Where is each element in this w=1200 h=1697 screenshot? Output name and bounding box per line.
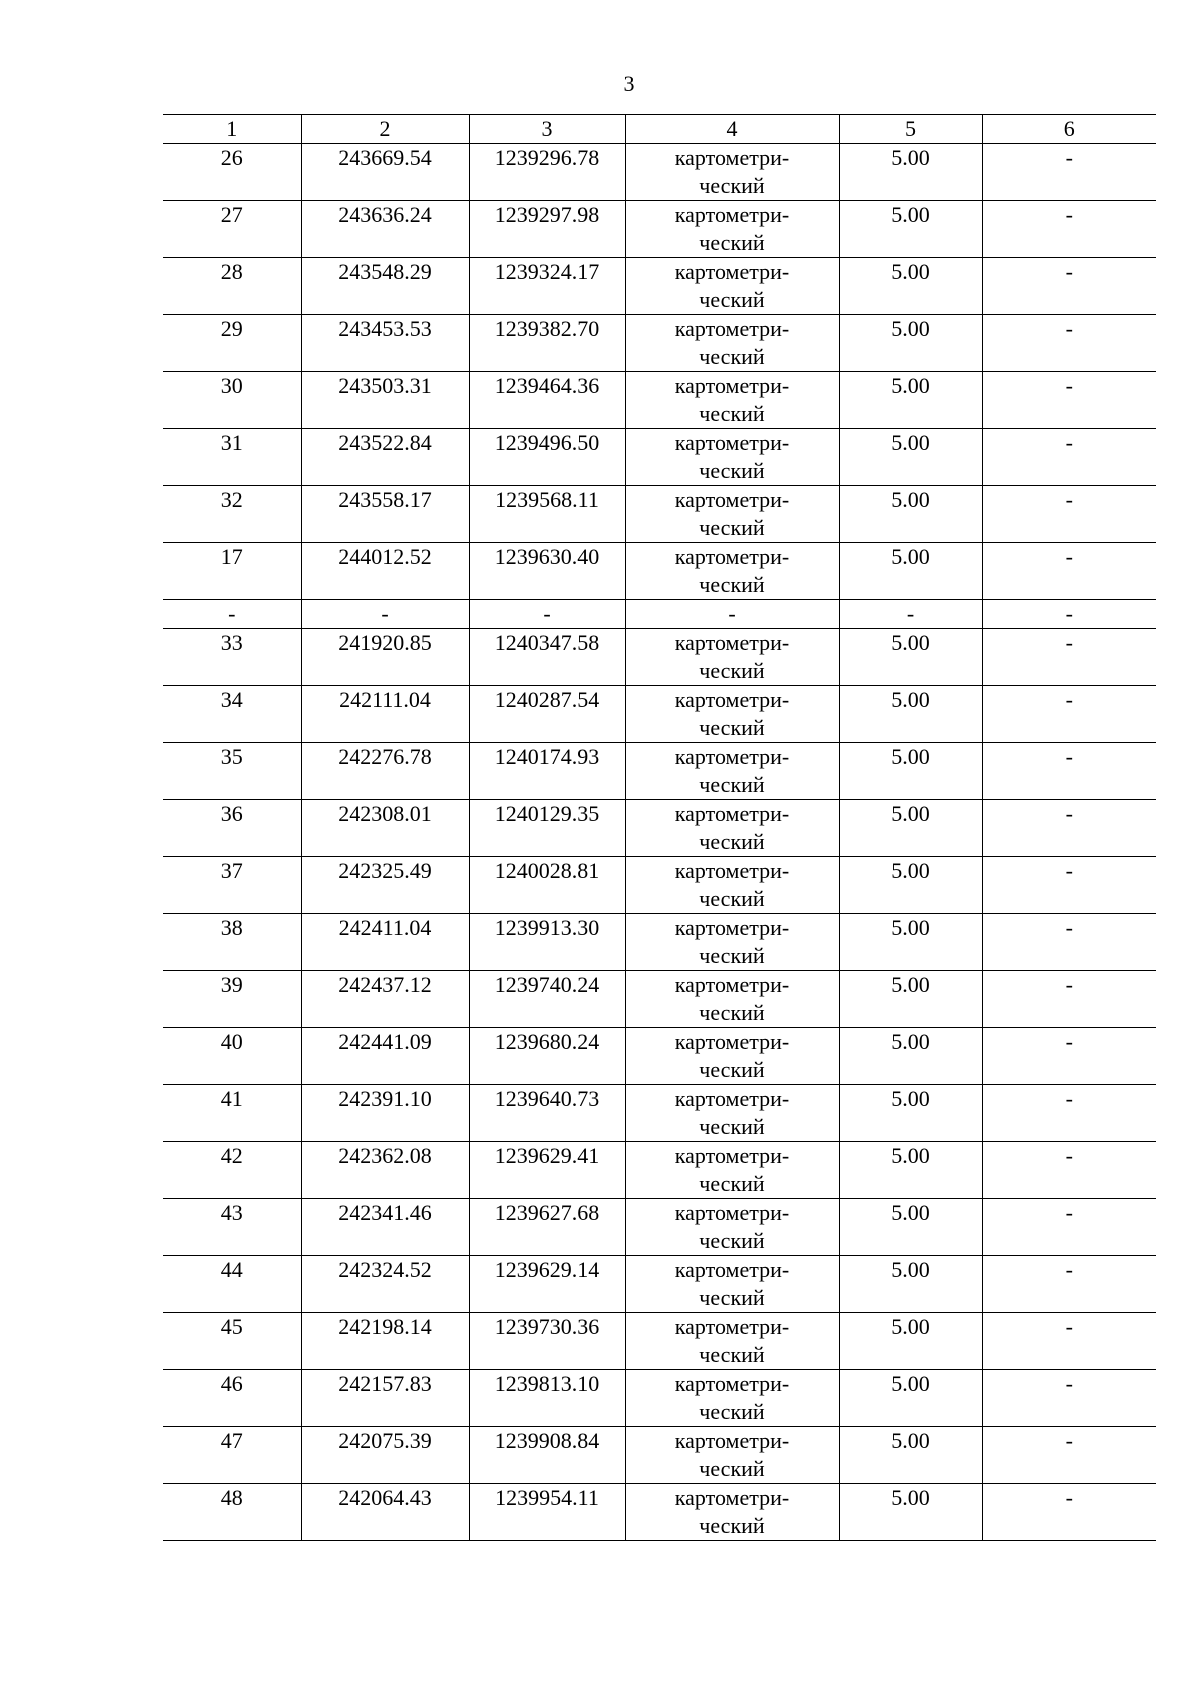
- accuracy-cell: 5.00: [839, 1427, 982, 1484]
- method-line-2: ческий: [699, 1285, 765, 1310]
- note-cell: -: [982, 1427, 1156, 1484]
- table-row: [163, 1199, 1156, 1256]
- x-coordinate-cell: 242324.52: [301, 1256, 469, 1313]
- y-coordinate-cell: 1240129.35: [469, 800, 625, 857]
- x-coordinate-cell: 243548.29: [301, 258, 469, 315]
- method-cell: [625, 1256, 839, 1313]
- x-coordinate-cell: 242325.49: [301, 857, 469, 914]
- method-line-1: картометри-: [674, 1029, 790, 1054]
- column-header: 6: [982, 115, 1156, 144]
- y-coordinate-cell: 1240028.81: [469, 857, 625, 914]
- method-cell: [625, 1427, 839, 1484]
- x-coordinate-cell: 244012.52: [301, 543, 469, 600]
- method-cell: [625, 1142, 839, 1199]
- accuracy-cell: 5.00: [839, 971, 982, 1028]
- accuracy-cell: 5.00: [839, 1313, 982, 1370]
- y-coordinate-cell: 1240174.93: [469, 743, 625, 800]
- table-row: [163, 372, 1156, 429]
- method-line-2: ческий: [699, 1456, 765, 1481]
- x-coordinate-cell: 242276.78: [301, 743, 469, 800]
- method-line-1: картометри-: [674, 430, 790, 455]
- method-cell: [625, 372, 839, 429]
- accuracy-cell: 5.00: [839, 857, 982, 914]
- y-coordinate-cell: 1239382.70: [469, 315, 625, 372]
- method-line-2: ческий: [699, 1057, 765, 1082]
- y-coordinate-cell: 1240347.58: [469, 629, 625, 686]
- accuracy-cell: 5.00: [839, 1370, 982, 1427]
- point-number-cell: 30: [163, 372, 301, 429]
- method-cell: [625, 258, 839, 315]
- y-coordinate-cell: 1239913.30: [469, 914, 625, 971]
- separator-cell: -: [301, 600, 469, 629]
- x-coordinate-cell: 242064.43: [301, 1484, 469, 1541]
- separator-cell: -: [625, 600, 839, 629]
- method-line-1: картометри-: [674, 1371, 790, 1396]
- x-coordinate-cell: 242198.14: [301, 1313, 469, 1370]
- note-cell: -: [982, 686, 1156, 743]
- method-cell: [625, 201, 839, 258]
- method-line-2: ческий: [699, 1513, 765, 1538]
- accuracy-cell: 5.00: [839, 486, 982, 543]
- method-line-1: картометри-: [674, 1143, 790, 1168]
- method-line-1: картометри-: [674, 972, 790, 997]
- method-line-1: картометри-: [674, 316, 790, 341]
- y-coordinate-cell: 1239680.24: [469, 1028, 625, 1085]
- table-row: [163, 914, 1156, 971]
- method-cell: [625, 686, 839, 743]
- accuracy-cell: 5.00: [839, 315, 982, 372]
- table-row: [163, 486, 1156, 543]
- method-cell: [625, 800, 839, 857]
- method-cell: [625, 1199, 839, 1256]
- point-number-cell: 38: [163, 914, 301, 971]
- x-coordinate-cell: 243503.31: [301, 372, 469, 429]
- method-cell: [625, 629, 839, 686]
- y-coordinate-cell: 1239640.73: [469, 1085, 625, 1142]
- method-cell: [625, 1370, 839, 1427]
- table-row: [163, 743, 1156, 800]
- method-line-1: картометри-: [674, 487, 790, 512]
- note-cell: -: [982, 1142, 1156, 1199]
- note-cell: -: [982, 486, 1156, 543]
- accuracy-cell: 5.00: [839, 543, 982, 600]
- method-line-2: ческий: [699, 572, 765, 597]
- point-number-cell: 41: [163, 1085, 301, 1142]
- point-number-cell: 45: [163, 1313, 301, 1370]
- method-line-1: картометри-: [674, 744, 790, 769]
- method-cell: [625, 144, 839, 201]
- method-line-2: ческий: [699, 772, 765, 797]
- method-cell: [625, 1085, 839, 1142]
- method-cell: [625, 971, 839, 1028]
- method-line-1: картометри-: [674, 1200, 790, 1225]
- note-cell: -: [982, 1484, 1156, 1541]
- y-coordinate-cell: 1239954.11: [469, 1484, 625, 1541]
- method-line-2: ческий: [699, 1000, 765, 1025]
- y-coordinate-cell: 1239568.11: [469, 486, 625, 543]
- method-line-1: картометри-: [674, 544, 790, 569]
- method-line-2: ческий: [699, 1114, 765, 1139]
- coordinates-table: [163, 114, 1156, 1541]
- y-coordinate-cell: 1239464.36: [469, 372, 625, 429]
- x-coordinate-cell: 242391.10: [301, 1085, 469, 1142]
- table-row: [163, 1370, 1156, 1427]
- method-cell: [625, 486, 839, 543]
- method-cell: [625, 1313, 839, 1370]
- y-coordinate-cell: 1239908.84: [469, 1427, 625, 1484]
- point-number-cell: 34: [163, 686, 301, 743]
- method-line-2: ческий: [699, 401, 765, 426]
- table-row: [163, 1313, 1156, 1370]
- table-row: [163, 144, 1156, 201]
- method-line-1: картометри-: [674, 373, 790, 398]
- note-cell: -: [982, 201, 1156, 258]
- page-number: 3: [623, 71, 635, 96]
- table-row: [163, 1484, 1156, 1541]
- x-coordinate-cell: 242362.08: [301, 1142, 469, 1199]
- table-row: [163, 971, 1156, 1028]
- method-cell: [625, 1484, 839, 1541]
- method-cell: [625, 429, 839, 486]
- y-coordinate-cell: 1239813.10: [469, 1370, 625, 1427]
- x-coordinate-cell: 242075.39: [301, 1427, 469, 1484]
- point-number-cell: 39: [163, 971, 301, 1028]
- accuracy-cell: 5.00: [839, 1028, 982, 1085]
- accuracy-cell: 5.00: [839, 1256, 982, 1313]
- separator-cell: -: [982, 600, 1156, 629]
- method-line-1: картометри-: [674, 687, 790, 712]
- method-line-1: картометри-: [674, 145, 790, 170]
- method-line-2: ческий: [699, 230, 765, 255]
- table-row: [163, 1256, 1156, 1313]
- table-row: [163, 857, 1156, 914]
- note-cell: -: [982, 800, 1156, 857]
- accuracy-cell: 5.00: [839, 800, 982, 857]
- point-number-cell: 27: [163, 201, 301, 258]
- point-number-cell: 26: [163, 144, 301, 201]
- point-number-cell: 43: [163, 1199, 301, 1256]
- method-line-2: ческий: [699, 458, 765, 483]
- note-cell: -: [982, 315, 1156, 372]
- point-number-cell: 31: [163, 429, 301, 486]
- column-header: 3: [469, 115, 625, 144]
- y-coordinate-cell: 1239297.98: [469, 201, 625, 258]
- method-cell: [625, 1028, 839, 1085]
- x-coordinate-cell: 242308.01: [301, 800, 469, 857]
- method-line-2: ческий: [699, 344, 765, 369]
- column-header: 2: [301, 115, 469, 144]
- table-header: [163, 115, 1156, 144]
- method-line-1: картометри-: [674, 1257, 790, 1282]
- column-header: 5: [839, 115, 982, 144]
- y-coordinate-cell: 1239730.36: [469, 1313, 625, 1370]
- method-line-2: ческий: [699, 173, 765, 198]
- note-cell: -: [982, 857, 1156, 914]
- method-cell: [625, 543, 839, 600]
- method-line-2: ческий: [699, 886, 765, 911]
- y-coordinate-cell: 1239496.50: [469, 429, 625, 486]
- point-number-cell: 36: [163, 800, 301, 857]
- table-row: [163, 1028, 1156, 1085]
- header-row: [163, 115, 1156, 144]
- method-line-2: ческий: [699, 1171, 765, 1196]
- note-cell: -: [982, 1370, 1156, 1427]
- accuracy-cell: 5.00: [839, 201, 982, 258]
- table-row: [163, 1142, 1156, 1199]
- y-coordinate-cell: 1239629.14: [469, 1256, 625, 1313]
- accuracy-cell: 5.00: [839, 629, 982, 686]
- column-header: 1: [163, 115, 301, 144]
- accuracy-cell: 5.00: [839, 686, 982, 743]
- accuracy-cell: 5.00: [839, 1085, 982, 1142]
- method-line-2: ческий: [699, 715, 765, 740]
- point-number-cell: 28: [163, 258, 301, 315]
- note-cell: -: [982, 971, 1156, 1028]
- point-number-cell: 17: [163, 543, 301, 600]
- accuracy-cell: 5.00: [839, 1142, 982, 1199]
- accuracy-cell: 5.00: [839, 743, 982, 800]
- point-number-cell: 40: [163, 1028, 301, 1085]
- method-line-1: картометри-: [674, 1485, 790, 1510]
- point-number-cell: 32: [163, 486, 301, 543]
- method-line-1: картометри-: [674, 630, 790, 655]
- table-body: [163, 144, 1156, 1541]
- x-coordinate-cell: 241920.85: [301, 629, 469, 686]
- method-line-2: ческий: [699, 287, 765, 312]
- table-row: [163, 800, 1156, 857]
- accuracy-cell: 5.00: [839, 372, 982, 429]
- note-cell: -: [982, 1199, 1156, 1256]
- separator-cell: -: [469, 600, 625, 629]
- table-row: [163, 686, 1156, 743]
- method-line-2: ческий: [699, 515, 765, 540]
- separator-cell: -: [163, 600, 301, 629]
- y-coordinate-cell: 1239296.78: [469, 144, 625, 201]
- x-coordinate-cell: 243522.84: [301, 429, 469, 486]
- method-line-2: ческий: [699, 943, 765, 968]
- note-cell: -: [982, 1085, 1156, 1142]
- table-row: [163, 429, 1156, 486]
- method-line-1: картометри-: [674, 259, 790, 284]
- accuracy-cell: 5.00: [839, 429, 982, 486]
- note-cell: -: [982, 144, 1156, 201]
- accuracy-cell: 5.00: [839, 1484, 982, 1541]
- y-coordinate-cell: 1240287.54: [469, 686, 625, 743]
- method-cell: [625, 743, 839, 800]
- point-number-cell: 37: [163, 857, 301, 914]
- method-line-1: картометри-: [674, 801, 790, 826]
- note-cell: -: [982, 914, 1156, 971]
- method-line-2: ческий: [699, 1399, 765, 1424]
- method-line-1: картометри-: [674, 915, 790, 940]
- x-coordinate-cell: 242441.09: [301, 1028, 469, 1085]
- point-number-cell: 44: [163, 1256, 301, 1313]
- x-coordinate-cell: 242437.12: [301, 971, 469, 1028]
- method-line-2: ческий: [699, 658, 765, 683]
- accuracy-cell: 5.00: [839, 914, 982, 971]
- x-coordinate-cell: 242111.04: [301, 686, 469, 743]
- accuracy-cell: 5.00: [839, 1199, 982, 1256]
- method-line-1: картометри-: [674, 858, 790, 883]
- table-row: [163, 1085, 1156, 1142]
- note-cell: -: [982, 629, 1156, 686]
- y-coordinate-cell: 1239740.24: [469, 971, 625, 1028]
- y-coordinate-cell: 1239630.40: [469, 543, 625, 600]
- method-cell: [625, 857, 839, 914]
- note-cell: -: [982, 1256, 1156, 1313]
- x-coordinate-cell: 243453.53: [301, 315, 469, 372]
- table-row: [163, 629, 1156, 686]
- x-coordinate-cell: 243669.54: [301, 144, 469, 201]
- note-cell: -: [982, 1028, 1156, 1085]
- note-cell: -: [982, 743, 1156, 800]
- method-line-2: ческий: [699, 1342, 765, 1367]
- x-coordinate-cell: 243636.24: [301, 201, 469, 258]
- point-number-cell: 48: [163, 1484, 301, 1541]
- method-line-1: картометри-: [674, 1428, 790, 1453]
- point-number-cell: 33: [163, 629, 301, 686]
- table-row: [163, 315, 1156, 372]
- method-cell: [625, 315, 839, 372]
- method-line-1: картометри-: [674, 1086, 790, 1111]
- point-number-cell: 42: [163, 1142, 301, 1199]
- accuracy-cell: 5.00: [839, 144, 982, 201]
- x-coordinate-cell: 243558.17: [301, 486, 469, 543]
- accuracy-cell: 5.00: [839, 258, 982, 315]
- point-number-cell: 46: [163, 1370, 301, 1427]
- x-coordinate-cell: 242341.46: [301, 1199, 469, 1256]
- note-cell: -: [982, 258, 1156, 315]
- point-number-cell: 29: [163, 315, 301, 372]
- table-row: [163, 201, 1156, 258]
- method-cell: [625, 914, 839, 971]
- separator-row: [163, 600, 1156, 629]
- separator-cell: -: [839, 600, 982, 629]
- table-row: [163, 1427, 1156, 1484]
- table-row: [163, 258, 1156, 315]
- column-header: 4: [625, 115, 839, 144]
- method-line-2: ческий: [699, 829, 765, 854]
- y-coordinate-cell: 1239627.68: [469, 1199, 625, 1256]
- method-line-2: ческий: [699, 1228, 765, 1253]
- note-cell: -: [982, 429, 1156, 486]
- point-number-cell: 35: [163, 743, 301, 800]
- note-cell: -: [982, 1313, 1156, 1370]
- note-cell: -: [982, 543, 1156, 600]
- x-coordinate-cell: 242157.83: [301, 1370, 469, 1427]
- x-coordinate-cell: 242411.04: [301, 914, 469, 971]
- method-line-1: картометри-: [674, 1314, 790, 1339]
- point-number-cell: 47: [163, 1427, 301, 1484]
- y-coordinate-cell: 1239629.41: [469, 1142, 625, 1199]
- y-coordinate-cell: 1239324.17: [469, 258, 625, 315]
- table-row: [163, 543, 1156, 600]
- note-cell: -: [982, 372, 1156, 429]
- method-line-1: картометри-: [674, 202, 790, 227]
